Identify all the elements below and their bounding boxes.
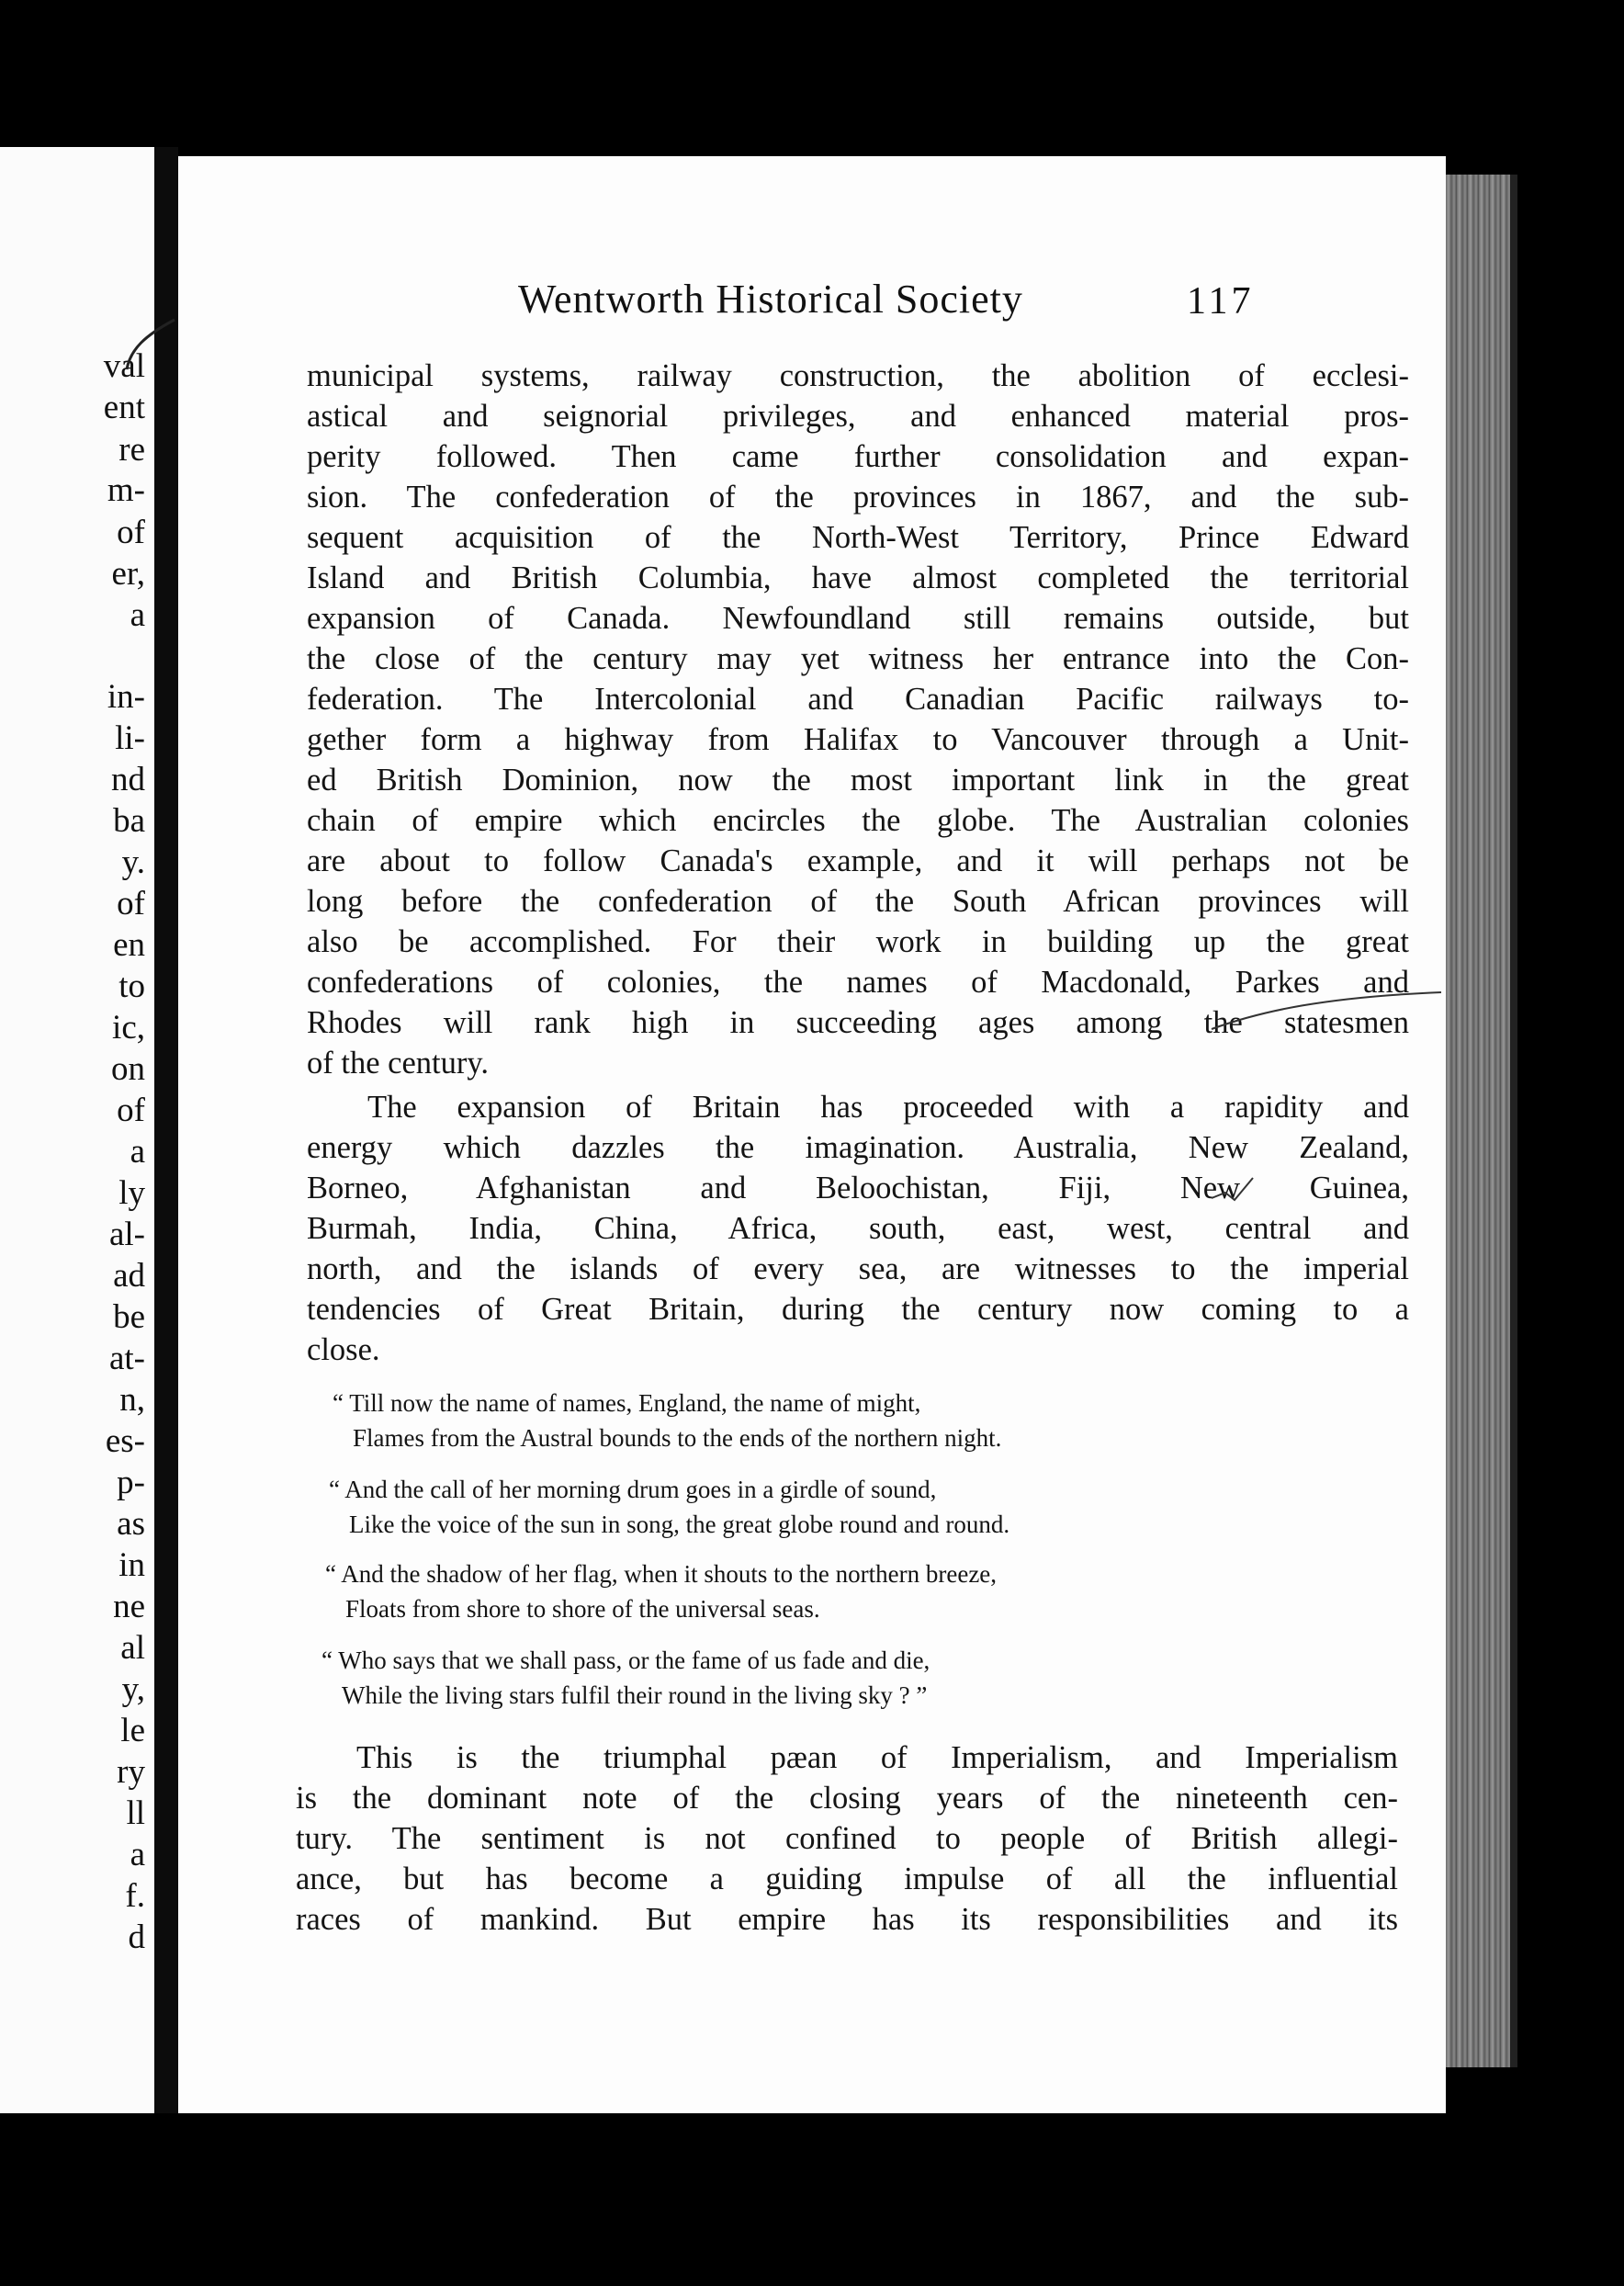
left-text-fragment: ad bbox=[113, 1257, 145, 1295]
text-line: ed British Dominion, now the most important link in the great bbox=[307, 763, 1409, 798]
left-text-fragment: on bbox=[111, 1050, 145, 1088]
left-text-fragment: ent bbox=[103, 389, 145, 426]
left-text-fragment: d bbox=[128, 1918, 145, 1956]
left-text-fragment: al- bbox=[108, 1216, 145, 1253]
left-text-fragment: er, bbox=[111, 555, 145, 593]
text-line: sequent acquisition of the North-West Territory, Prince Edward bbox=[307, 520, 1409, 555]
left-text-fragment: n, bbox=[119, 1381, 145, 1419]
text-line: energy which dazzles the imagination. Australia, New Zealand, bbox=[307, 1130, 1409, 1165]
left-text-fragment: in- bbox=[107, 678, 145, 716]
text-line: the close of the century may yet witness her entrance into the Con- bbox=[307, 641, 1409, 676]
text-line: close. bbox=[307, 1332, 380, 1367]
text-line: Burmah, India, China, Africa, south, east, west, central and bbox=[307, 1211, 1409, 1246]
text-line: chain of empire which encircles the globe. The Australian colonies bbox=[307, 803, 1409, 838]
pencil-mark bbox=[1207, 983, 1446, 1038]
left-text-fragment: in bbox=[118, 1546, 145, 1584]
text-line: are about to follow Canada's example, and it will perhaps not be bbox=[307, 843, 1409, 878]
text-line: is the dominant note of the closing years of the nineteenth cen- bbox=[296, 1781, 1398, 1816]
text-line: tendencies of Great Britain, during the century now coming to a bbox=[307, 1292, 1409, 1327]
left-text-fragment: ll bbox=[126, 1794, 145, 1832]
left-text-fragment: ba bbox=[113, 802, 145, 840]
text-line: astical and seignorial privileges, and enhanced material pros- bbox=[307, 399, 1409, 434]
verse-line: Floats from shore to shore of the universal seas. bbox=[345, 1595, 820, 1623]
verse-line: While the living stars fulfil their round in the living sky ? ” bbox=[342, 1681, 928, 1709]
text-line: ance, but has become a guiding impulse of all the influential bbox=[296, 1862, 1398, 1896]
left-text-fragment: of bbox=[117, 514, 145, 551]
pencil-mark bbox=[118, 312, 182, 377]
left-text-fragment: ly bbox=[118, 1174, 145, 1212]
left-text-fragment: a bbox=[130, 1133, 145, 1171]
left-text-fragment: le bbox=[120, 1712, 145, 1749]
verse-line: “ Who says that we shall pass, or the fame of us fade and die, bbox=[321, 1647, 930, 1674]
left-text-fragment: at- bbox=[108, 1340, 145, 1377]
verse-line: “ And the shadow of her flag, when it shouts to the northern breeze, bbox=[325, 1560, 998, 1588]
left-text-fragment: ic, bbox=[112, 1009, 145, 1047]
running-header-title: Wentworth Historical Society bbox=[518, 277, 1023, 322]
verse-line: Flames from the Austral bounds to the ends of the northern night. bbox=[353, 1424, 1002, 1452]
page-number: 117 bbox=[1187, 280, 1255, 323]
verse-line: “ And the call of her morning drum goes in a girdle of sound, bbox=[329, 1476, 937, 1503]
left-text-fragment: ry bbox=[117, 1753, 145, 1791]
book-gutter bbox=[154, 147, 178, 2113]
text-line: perity followed. Then came further consolidation and expan- bbox=[307, 439, 1409, 474]
text-line: municipal systems, railway construction, the abolition of ecclesi- bbox=[307, 358, 1409, 393]
left-text-fragment: a bbox=[130, 596, 145, 634]
left-text-fragment: p- bbox=[117, 1464, 145, 1501]
text-line: north, and the islands of every sea, are witnesses to the imperial bbox=[307, 1251, 1409, 1286]
left-text-fragment: a bbox=[130, 1836, 145, 1873]
left-text-fragment: ne bbox=[113, 1588, 145, 1625]
left-text-fragment: al bbox=[120, 1629, 145, 1667]
left-text-fragment: y. bbox=[121, 843, 145, 881]
left-text-fragment: as bbox=[117, 1505, 145, 1543]
text-line: This is the triumphal pæan of Imperialism, and Imperialism bbox=[356, 1740, 1398, 1775]
text-line: long before the confederation of the South African provinces will bbox=[307, 884, 1409, 919]
left-text-fragment: of bbox=[117, 885, 145, 922]
left-text-fragment: nd bbox=[111, 761, 145, 798]
text-line: Borneo, Afghanistan and Beloochistan, Fiji, New Guinea, bbox=[307, 1171, 1409, 1205]
text-line: races of mankind. But empire has its responsibilities and its bbox=[296, 1902, 1398, 1937]
left-text-fragment: m- bbox=[107, 471, 145, 509]
text-line: sion. The confederation of the provinces in 1867, and the sub- bbox=[307, 480, 1409, 515]
pencil-mark bbox=[1207, 1171, 1262, 1207]
left-text-fragment: of bbox=[117, 1092, 145, 1129]
text-line: of the century. bbox=[307, 1046, 489, 1081]
verse-line: “ Till now the name of names, England, the name of might, bbox=[333, 1389, 921, 1417]
page-edge-shadow bbox=[1510, 175, 1517, 2067]
text-line: The expansion of Britain has proceeded with a rapidity and bbox=[367, 1090, 1409, 1125]
text-line: also be accomplished. For their work in building up the great bbox=[307, 924, 1409, 959]
text-line: Rhodes will rank high in succeeding ages among the statesmen bbox=[307, 1005, 1409, 1040]
text-line: tury. The sentiment is not confined to people of British allegi- bbox=[296, 1821, 1398, 1856]
left-text-fragment: to bbox=[118, 968, 145, 1005]
left-text-fragment: val bbox=[103, 347, 145, 385]
left-text-fragment: es- bbox=[105, 1422, 145, 1460]
text-line: federation. The Intercolonial and Canadian Pacific railways to- bbox=[307, 682, 1409, 717]
left-text-fragment: f. bbox=[125, 1877, 145, 1915]
left-text-fragment: li- bbox=[115, 719, 145, 757]
text-line: expansion of Canada. Newfoundland still remains outside, but bbox=[307, 601, 1409, 636]
left-text-fragment: en bbox=[113, 926, 145, 964]
left-text-fragment: y, bbox=[121, 1670, 145, 1708]
text-line: confederations of colonies, the names of Macdonald, Parkes and bbox=[307, 965, 1409, 1000]
left-page-margin bbox=[0, 147, 154, 2113]
text-line: Island and British Columbia, have almost completed the territorial bbox=[307, 560, 1409, 595]
left-text-fragment: be bbox=[113, 1298, 145, 1336]
book-page bbox=[178, 156, 1446, 2113]
text-line: gether form a highway from Halifax to Vancouver through a Unit- bbox=[307, 722, 1409, 757]
left-text-fragment: re bbox=[118, 431, 145, 469]
page-edges bbox=[1446, 175, 1510, 2067]
verse-line: Like the voice of the sun in song, the great globe round and round. bbox=[349, 1511, 1010, 1538]
